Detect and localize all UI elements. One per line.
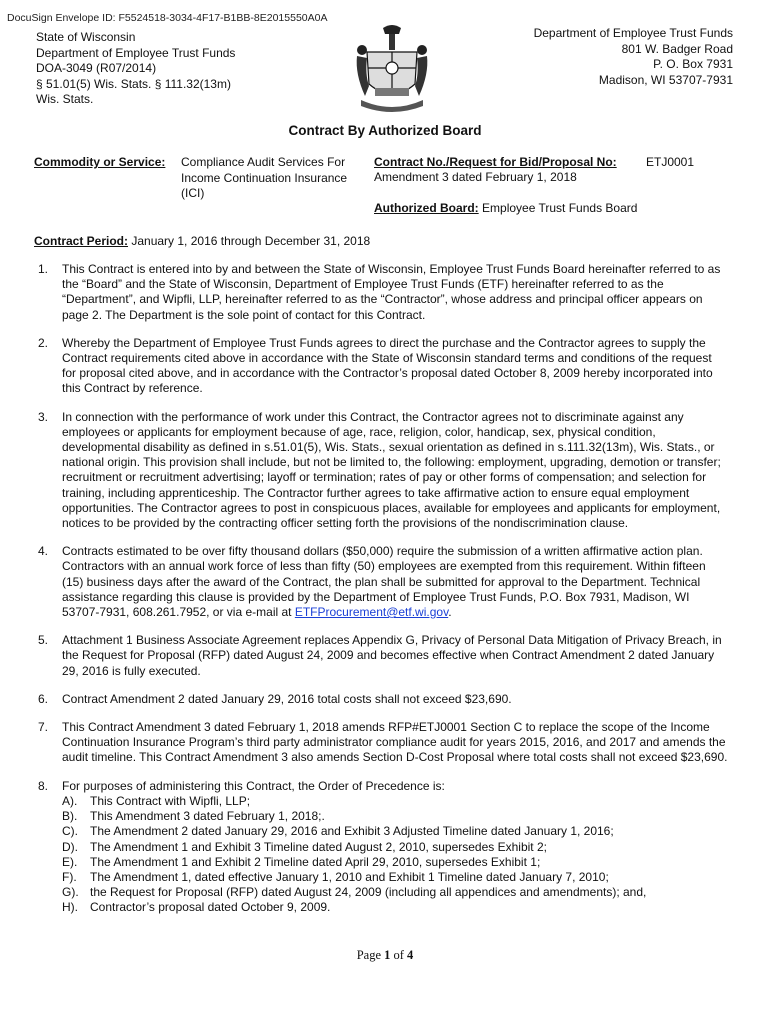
clause-number: 2. <box>38 335 49 350</box>
header-right-line: P. O. Box 7931 <box>653 57 733 71</box>
header-left-line: DOA-3049 (R07/2014) <box>36 61 157 75</box>
precedence-text: Contractor’s proposal dated October 9, 2009. <box>90 900 331 915</box>
precedence-text: This Contract with Wipfli, LLP; <box>90 793 251 808</box>
document-title: Contract By Authorized Board <box>288 123 482 138</box>
header-left-block <box>36 30 235 108</box>
wisconsin-seal-icon <box>353 22 431 118</box>
clause-number: 4. <box>38 544 49 559</box>
clause-text: This Contract is entered into by and between the State of Wisconsin, Employee Trust Funds Board hereinafter referred to as the “Board” and the State of Wisconsin, Department of Employee Trust Funds (ETF) hereinafter referred to as the “Department”, and Wipfli, LLP, hereinafter referred to as the “Contractor”, whose address and principal officer appears on page 2. The Department is the sole point of contact for this Contract. <box>62 262 721 322</box>
header-left-line: State of Wisconsin <box>36 30 136 44</box>
page-footer-mid: of <box>390 948 408 962</box>
header-right-line: Department of Employee Trust Funds <box>533 26 733 40</box>
page-number: 1 <box>384 948 391 962</box>
precedence-letter: D). <box>62 839 78 854</box>
commodity-line: (ICI) <box>181 186 205 200</box>
clause-number: 3. <box>38 409 49 424</box>
authorized-board-value: Employee Trust Funds Board <box>482 201 638 215</box>
header-left-line: Wis. Stats. <box>36 92 94 106</box>
contract-period-label: Contract Period: <box>34 234 129 248</box>
authorized-board <box>374 201 637 217</box>
precedence-item <box>62 794 728 809</box>
clause-text <box>62 779 728 916</box>
clause-item <box>38 720 728 766</box>
header-left-line: Department of Employee Trust Funds <box>36 45 236 60</box>
clause-item <box>38 633 728 679</box>
clause-number: 1. <box>38 262 49 276</box>
contract-no-value: ETJ0001 <box>646 155 695 169</box>
precedence-text: The Amendment 1 and Exhibit 2 Timeline dated April 29, 2010, supersedes Exhibit 1; <box>90 854 541 869</box>
precedence-letter: A). <box>62 793 78 808</box>
precedence-item <box>62 824 728 839</box>
contract-period-value: January 1, 2016 through December 31, 2018 <box>131 234 371 248</box>
clause-number: 6. <box>38 691 49 706</box>
clause-number: 7. <box>38 720 49 735</box>
precedence-item <box>62 870 728 885</box>
clause-item <box>38 336 728 397</box>
clause-text-body: Contracts estimated to be over fifty thousand dollars ($50,000) require the submission of a written affirmative action plan. Contractors with an annual work force of less than fifty (50) employees are exempted from this requirement. Within fifteen (15) business days after the award of the Contract, the plan shall be submitted for approval to the Department. Technical assistance regarding this clause is provided by the Department of Employee Trust Funds, P.O. Box 7931, Madison, WI 53707-7931, 608.261.7952, or via e-mail at <box>62 544 706 620</box>
precedence-text: the Request for Proposal (RFP) dated August 24, 2009 (including all appendices and amendments); and, <box>90 885 647 900</box>
commodity-line: Income Continuation Insurance <box>181 170 348 185</box>
precedence-item <box>62 885 728 900</box>
precedence-text: The Amendment 1 and Exhibit 3 Timeline dated August 2, 2010, supersedes Exhibit 2; <box>90 839 547 854</box>
precedence-item <box>62 809 728 824</box>
clause-text: In connection with the performance of work under this Contract, the Contractor agrees not to discriminate against any employees or applicants for employment because of age, race, religion, color, handicap, sex, physical condition, developmental disability as defined in s.51.01(5), Wis. Stats., sexual orientation as defined in s.111.32(13m), Wis. Stats., or national origin. This provision shall include, but not be limited to, the following: employment, upgrading, demotion or transfer; recruitment or recruitment advertising; layoff or termination; rates of pay or other forms of compensation; and selection for training, including apprenticeship. The Contractor further agrees to take affirmative action to ensure equal employment opportunities. The Contractor agrees to post in conspicuous places, available for employees and applicants for employment, notices to be provided by the contracting officer setting forth the provisions of the nondiscrimination clause. <box>62 409 721 531</box>
etf-procurement-email-link[interactable]: ETFProcurement@etf.wi.gov <box>294 605 449 620</box>
page-footer <box>0 948 770 963</box>
precedence-item <box>62 855 728 870</box>
clause-item <box>38 692 728 707</box>
clause-item <box>38 779 728 916</box>
header-right-block <box>534 26 733 88</box>
clause-text-tail: . <box>448 605 452 620</box>
precedence-letter: F). <box>62 869 77 884</box>
clause-text: Whereby the Department of Employee Trust Funds agrees to direct the purchase and the Contractor agrees to supply the Contract requirements cited above in accordance with the State of Wisconsin standard terms and conditions of the request for proposal cited above, and in accordance with the Contractor’s proposal dated October 8, 2009 hereby incorporated into this Contract by reference. <box>62 335 713 396</box>
contract-no-label: Contract No./Request for Bid/Proposal No: <box>374 155 617 169</box>
precedence-text: The Amendment 1, dated effective January 1, 2010 and Exhibit 1 Timeline dated January 7, 2010; <box>90 869 609 884</box>
clause-text <box>62 544 728 620</box>
docusign-envelope-id: DocuSign Envelope ID: F5524518-3034-4F17-B1BB-8E2015550A0A <box>7 12 328 24</box>
amendment-text: Amendment 3 dated February 1, 2018 <box>374 170 577 184</box>
clause-text: Attachment 1 Business Associate Agreement replaces Appendix G, Privacy of Personal Data Mitigation of Privacy Breach, in the Request for Proposal (RFP) dated August 24, 2009 and becomes effective when Contract Amendment 2 dated January 29, 2016 is fully executed. <box>62 633 722 678</box>
precedence-letter: H). <box>62 900 78 915</box>
commodity-value <box>181 155 366 202</box>
header-right-line: 801 W. Badger Road <box>621 41 733 56</box>
clause-text: Contract Amendment 2 dated January 29, 2016 total costs shall not exceed $23,690. <box>62 691 512 706</box>
precedence-item <box>62 840 728 855</box>
precedence-letter: B). <box>62 809 78 824</box>
precedence-text: This Amendment 3 dated February 1, 2018;. <box>90 809 325 824</box>
clause-item <box>38 262 728 323</box>
precedence-text: The Amendment 2 dated January 29, 2016 and Exhibit 3 Adjusted Timeline dated January 1, 2016; <box>90 824 614 839</box>
clause-item <box>38 544 728 620</box>
clause-number: 8. <box>38 778 49 793</box>
precedence-letter: E). <box>62 854 78 869</box>
contract-clauses <box>38 262 728 916</box>
header-right-line: Madison, WI 53707-7931 <box>598 72 733 87</box>
page-footer-prefix: Page <box>356 948 385 962</box>
precedence-intro: For purposes of administering this Contract, the Order of Precedence is: <box>62 778 445 793</box>
authorized-board-label: Authorized Board: <box>374 201 479 215</box>
page-total: 4 <box>407 948 414 962</box>
clause-item <box>38 410 728 532</box>
precedence-letter: C). <box>62 824 78 839</box>
header-left-line: § 51.01(5) Wis. Stats. § 111.32(13m) <box>36 76 231 91</box>
contract-period <box>34 234 370 250</box>
precedence-item <box>62 900 728 915</box>
commodity-line: Compliance Audit Services For <box>181 155 346 169</box>
precedence-letter: G). <box>62 885 79 900</box>
commodity-label: Commodity or Service: <box>34 155 166 169</box>
clause-number: 5. <box>38 633 49 648</box>
clause-text: This Contract Amendment 3 dated February 1, 2018 amends RFP#ETJ0001 Section C to replace the scope of the Income Continuation Insurance Program’s third party administrator compliance audit for years 2015, 2016, and 2017 and amends the audit timeline. This Contract Amendment 3 also amends Section D-Cost Proposal where total costs shall not exceed $23,690. <box>62 720 728 765</box>
